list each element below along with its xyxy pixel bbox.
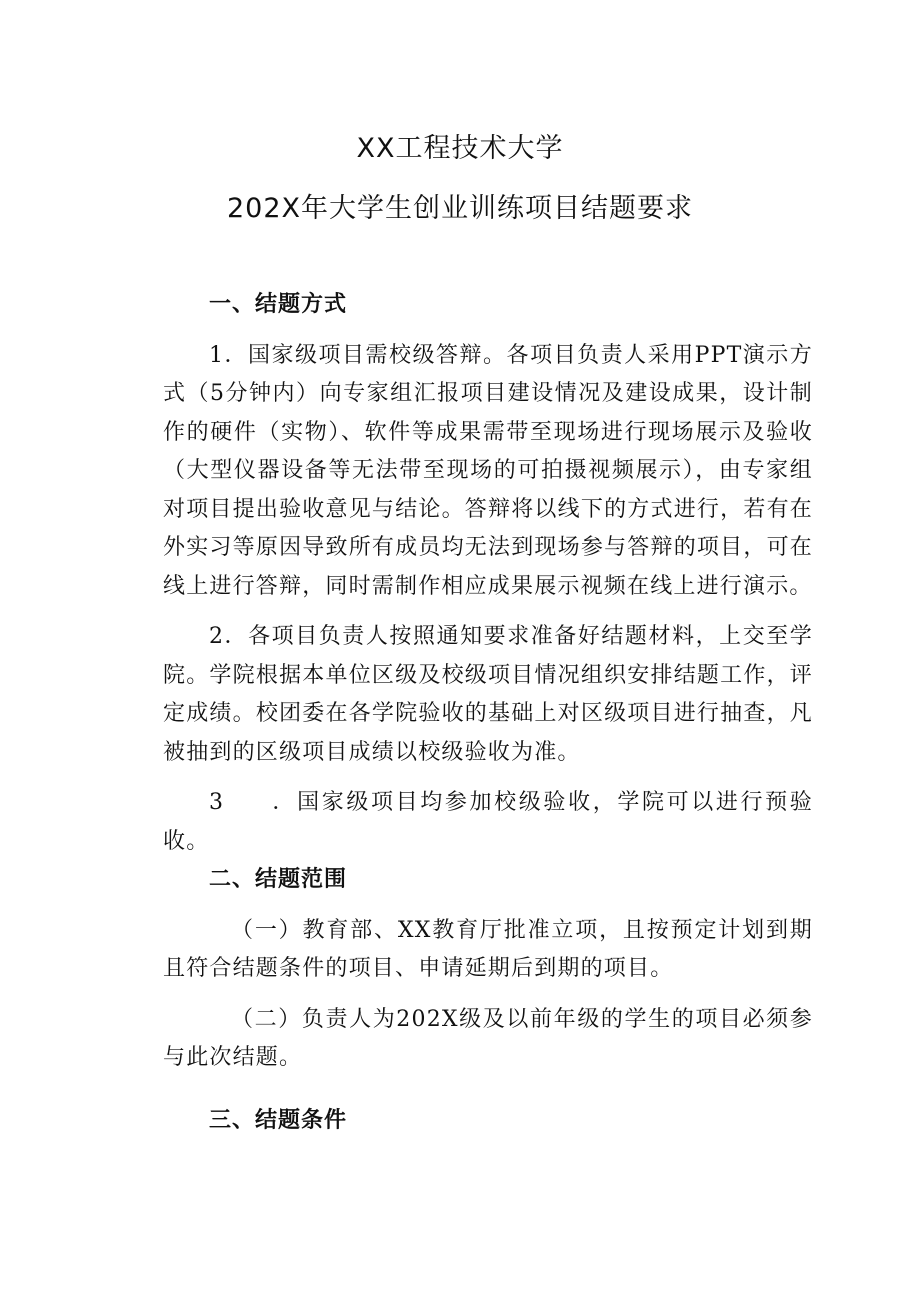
document-body xyxy=(163,286,813,1140)
document-title-institution: XX工程技术大学 xyxy=(356,133,564,164)
paragraph-scope-2: （二）负责人为202X级及以前年级的学生的项目必须参与此次结题。 xyxy=(163,1006,813,1070)
paragraph-scope-1: （一）教育部、XX教育厅批准立项，且按预定计划到期且符合结题条件的项目、申请延期后到期的项目。 xyxy=(163,917,813,981)
section-heading-method: 一、结题方式 xyxy=(209,292,348,317)
section-heading-scope: 二、结题范围 xyxy=(209,867,348,892)
paragraph-number: 3 xyxy=(209,790,225,815)
paragraph-method-2: 2．各项目负责人按照通知要求准备好结题材料，上交至学院。学院根据本单位区级及校级项目情况组织安排结题工作，评定成绩。校团委在各学院验收的基础上对区级项目进行抽查，凡被抽到的区级项目成绩以校级验收为准。 xyxy=(163,624,813,765)
paragraph-text: ．国家级项目均参加校级验收，学院可以进行预验收。 xyxy=(163,790,813,854)
section-heading-conditions: 三、结题条件 xyxy=(209,1107,348,1133)
paragraph-method-1: 1．国家级项目需校级答辩。各项目负责人采用PPT演示方式（5分钟内）向专家组汇报项目建设情况及建设成果，设计制作的硬件（实物）、软件等成果需带至现场进行现场展示及验收（大型仪器设备等无法带至现场的可拍摄视频展示），由专家组对项目提出验收意见与结论。答辩将以线下的方式进行，若有在外实习等原因导致所有成员均无法到现场参与答辩的项目，可在线上进行答辩，同时需制作相应成果展示视频在线上进行演示。 xyxy=(163,342,813,599)
paragraph-method-3 xyxy=(163,784,813,861)
document-title-main: 202X年大学生创业训练项目结题要求 xyxy=(226,193,694,224)
